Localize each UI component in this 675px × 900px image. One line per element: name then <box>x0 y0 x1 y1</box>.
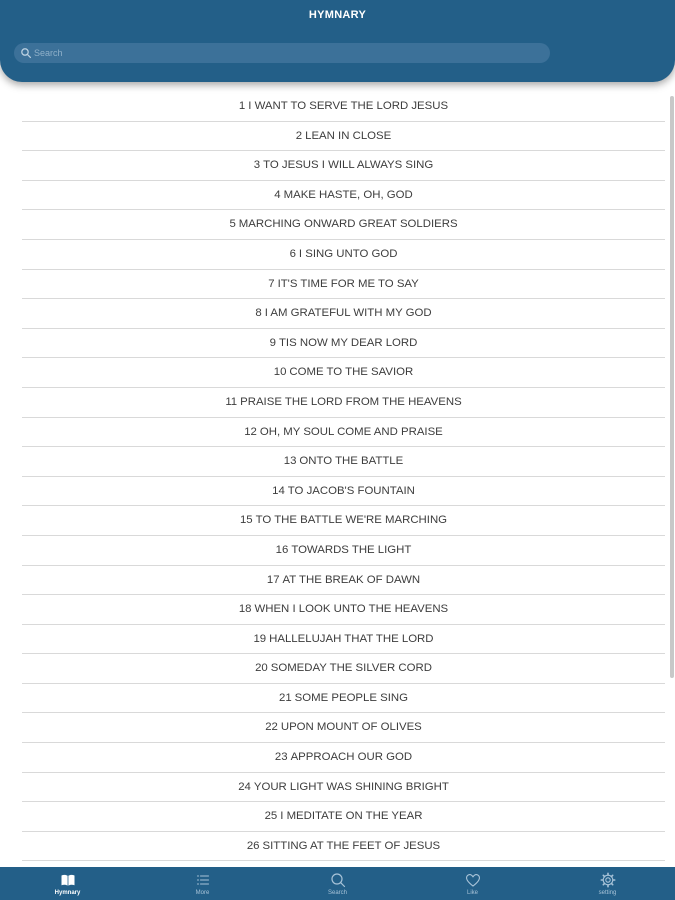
hymn-number: 17 <box>266 573 280 586</box>
hymn-number: 22 <box>265 721 278 734</box>
hymn-number: 2 <box>295 129 303 142</box>
hymn-list-item[interactable] <box>22 743 665 773</box>
hymn-list-item[interactable] <box>22 92 665 122</box>
hymn-list-item[interactable] <box>22 684 665 714</box>
hymn-list-item[interactable] <box>22 210 665 240</box>
hymn-title: YOUR LIGHT WAS SHINING BRIGHT <box>253 780 449 793</box>
hymn-title: APPROACH OUR GOD <box>290 751 413 764</box>
hymn-list-item[interactable] <box>22 358 665 388</box>
hymn-number: 16 <box>275 543 289 556</box>
hymn-list-item[interactable] <box>22 270 665 300</box>
hymn-number: 21 <box>279 691 292 704</box>
hymn-list-item[interactable] <box>22 536 665 566</box>
hymn-title: I MEDITATE ON THE YEAR <box>280 810 423 823</box>
hymn-title: SITTING AT THE FEET OF JESUS <box>262 839 441 852</box>
search-icon <box>20 47 32 59</box>
hymn-number: 13 <box>283 455 297 468</box>
hymn-number: 5 <box>229 218 236 231</box>
hymn-list-item[interactable] <box>22 654 665 684</box>
hymn-number: 1 <box>238 100 246 112</box>
nav-item-setting[interactable] <box>540 867 675 900</box>
book-icon <box>60 872 76 888</box>
hymn-number: 11 <box>225 395 238 408</box>
nav-item-like[interactable] <box>405 867 540 900</box>
nav-label-hymnary: Hymnary <box>54 890 81 896</box>
hymn-title: OH, MY SOUL COME AND PRAISE <box>259 425 443 438</box>
hymn-title: AT THE BREAK OF DAWN <box>282 573 421 586</box>
hymn-list-item[interactable] <box>22 506 665 536</box>
hymn-title: I WANT TO SERVE THE LORD JESUS <box>248 100 449 112</box>
hymn-title: I AM GRATEFUL WITH MY GOD <box>264 307 432 320</box>
hymn-number: 6 <box>289 247 296 260</box>
nav-label-more: More <box>195 890 210 896</box>
nav-label-setting: setting <box>598 890 617 896</box>
hymn-list-item[interactable] <box>22 240 665 270</box>
heart-icon <box>465 872 481 888</box>
hymn-number: 12 <box>244 425 257 438</box>
hymn-title: TO JESUS I WILL ALWAYS SING <box>263 159 434 172</box>
hymn-title: ONTO THE BATTLE <box>299 455 404 468</box>
hymn-title: WHEN I LOOK UNTO THE HEAVENS <box>254 603 449 616</box>
hymn-title: MAKE HASTE, OH, GOD <box>283 188 413 201</box>
hymn-list-item[interactable] <box>22 447 665 477</box>
hymn-list-item[interactable] <box>22 477 665 507</box>
hymn-title: COME TO THE SAVIOR <box>289 366 414 379</box>
hymn-list-item[interactable] <box>22 299 665 329</box>
hymn-number: 15 <box>239 514 253 527</box>
nav-label-like: Like <box>466 890 478 896</box>
hymn-number: 3 <box>253 159 261 172</box>
hymn-list-item[interactable] <box>22 713 665 743</box>
hymn-title: TO THE BATTLE WE'RE MARCHING <box>255 514 448 527</box>
hymn-number: 25 <box>264 810 278 823</box>
hymn-number: 10 <box>273 366 287 379</box>
hymn-list-item[interactable] <box>22 388 665 418</box>
hymn-number: 14 <box>272 484 285 497</box>
hymn-number: 8 <box>255 307 262 320</box>
hymn-number: 26 <box>246 839 260 852</box>
hymn-title: MARCHING ONWARD GREAT SOLDIERS <box>238 218 458 231</box>
hymn-number: 4 <box>274 188 281 201</box>
hymn-title: PRAISE THE LORD FROM THE HEAVENS <box>240 395 462 408</box>
hymn-title: SOMEDAY THE SILVER CORD <box>270 662 432 675</box>
gear-icon <box>600 872 616 888</box>
hymn-list-item[interactable] <box>22 566 665 596</box>
search-bar[interactable] <box>14 43 550 63</box>
search-icon <box>330 872 346 888</box>
hymn-title: HALLELUJAH THAT THE LORD <box>269 632 434 645</box>
hymn-list[interactable] <box>22 92 665 867</box>
hymn-list-item[interactable] <box>22 595 665 625</box>
hymn-number: 23 <box>274 751 288 764</box>
hymn-number: 24 <box>238 780 251 793</box>
hymn-title: LEAN IN CLOSE <box>305 129 392 142</box>
nav-item-search[interactable] <box>270 867 405 900</box>
hymn-title: I SING UNTO GOD <box>298 247 398 260</box>
hymn-list-item[interactable] <box>22 832 665 862</box>
hymn-title: TOWARDS THE LIGHT <box>291 543 412 556</box>
hymn-number: 20 <box>255 662 268 675</box>
hymn-list-item[interactable] <box>22 802 665 832</box>
hymn-title: TIS NOW MY DEAR LORD <box>278 336 418 349</box>
hymn-number: 9 <box>269 336 276 349</box>
bottom-navigation <box>0 867 675 900</box>
hymn-number: 19 <box>253 632 267 645</box>
hymn-list-item[interactable] <box>22 122 665 152</box>
scrollbar[interactable] <box>670 96 674 678</box>
hymn-title: UPON MOUNT OF OLIVES <box>280 721 422 734</box>
nav-item-more[interactable] <box>135 867 270 900</box>
hymn-list-item[interactable] <box>22 181 665 211</box>
app-header <box>0 0 675 82</box>
hymn-number: 7 <box>268 277 275 290</box>
page-title: HYMNARY <box>308 9 367 21</box>
hymn-number: 18 <box>238 603 252 616</box>
hymn-list-item[interactable] <box>22 773 665 803</box>
hymn-title: IT'S TIME FOR ME TO SAY <box>277 277 419 290</box>
list-icon <box>195 872 211 888</box>
search-input[interactable] <box>34 43 542 63</box>
hymn-list-item[interactable] <box>22 151 665 181</box>
nav-item-hymnary[interactable] <box>0 867 135 900</box>
hymn-list-item[interactable] <box>22 418 665 448</box>
hymn-list-item[interactable] <box>22 625 665 655</box>
hymn-title: SOME PEOPLE SING <box>294 691 408 704</box>
hymn-list-item[interactable] <box>22 329 665 359</box>
nav-label-search: Search <box>327 890 347 896</box>
hymn-title: TO JACOB'S FOUNTAIN <box>287 484 415 497</box>
